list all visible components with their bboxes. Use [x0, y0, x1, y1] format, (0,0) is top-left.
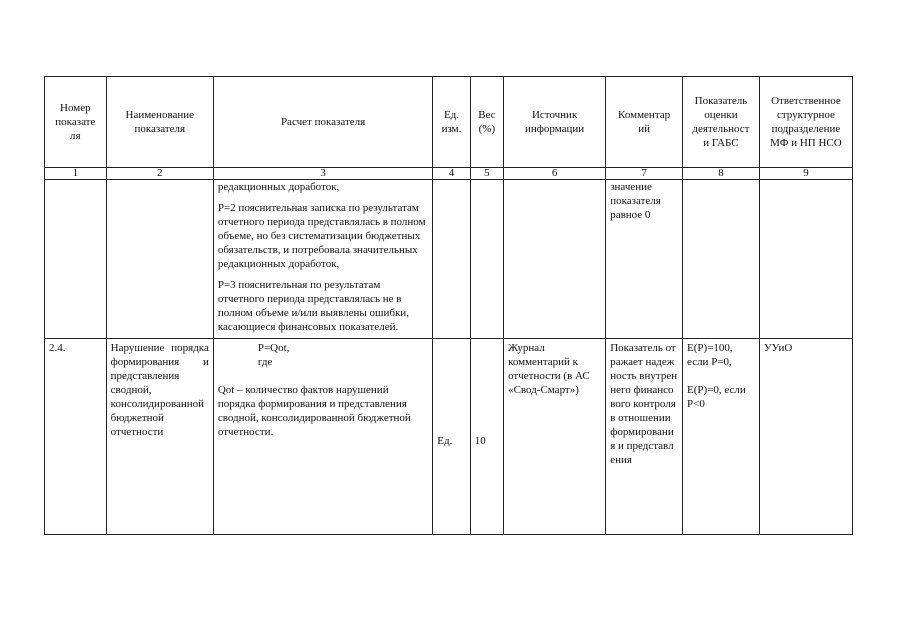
header-cell: Источник информации — [504, 77, 606, 168]
header-row — [45, 77, 853, 168]
table-row — [45, 180, 853, 339]
evaluation-text: E(P)=0, если P<0 — [687, 384, 746, 410]
header-cell: Номер показате ля — [45, 77, 107, 168]
header-cell: Показатель оценки деятельност и ГАБС — [683, 77, 760, 168]
header-cell: Ответственное структурное подразделение МФ и НП НСО — [759, 77, 852, 168]
header-cell: Наименование показателя — [106, 77, 213, 168]
header-cell: Вес (%) — [470, 77, 503, 168]
calc-definition: Qot – количество фактов нарушений порядка формирования и представления сводной, консолидированной бюджетной отчетности. — [217, 384, 411, 438]
weight-cell: 10 — [470, 339, 503, 535]
evaluation-cell — [683, 339, 760, 535]
comment-cell: значение показателя равное 0 — [606, 180, 683, 339]
header-cell: Комментар ий — [606, 77, 683, 168]
header-cell: Расчет показателя — [213, 77, 432, 168]
unit-cell: Ед. — [433, 339, 470, 535]
table-row — [45, 339, 853, 535]
calc-formula: Р=Qot, — [257, 342, 290, 354]
indicator-number: 2.4. — [45, 339, 107, 535]
column-number: 8 — [683, 168, 760, 180]
indicators-table — [44, 76, 853, 535]
column-number: 2 — [106, 168, 213, 180]
evaluation-text: E(P)=100, если P=0, — [687, 342, 733, 368]
column-number: 4 — [433, 168, 470, 180]
calc-text: Р=3 пояснительная по результатам отчетного периода представлялась не в полном объеме и/или выявлены ошибки, касающиеся финансовых показателей. — [217, 279, 409, 333]
calculation-cell — [213, 180, 432, 339]
source-cell: Журнал комментарий к отчетности (в АС «Свод-Смарт») — [504, 339, 606, 535]
column-number: 5 — [470, 168, 503, 180]
column-number: 9 — [759, 168, 852, 180]
column-number: 3 — [213, 168, 432, 180]
column-number-row — [45, 168, 853, 180]
calc-where: где — [257, 356, 273, 368]
calc-text: Р=2 пояснительная записка по результатам отчетного периода представлялась в полном объеме, но без систематизации бюджетных обязательств, и потребовала значительных редакционных доработок, — [217, 202, 426, 270]
column-number: 7 — [606, 168, 683, 180]
column-number: 6 — [504, 168, 606, 180]
column-number: 1 — [45, 168, 107, 180]
header-cell: Ед. изм. — [433, 77, 470, 168]
comment-cell: Показатель отражает надежность внутреннего финансового контроля в отношении формирования и представления — [606, 339, 683, 535]
calc-text: редакционных доработок, — [217, 181, 340, 193]
responsible-cell: УУиО — [759, 339, 852, 535]
calculation-cell — [213, 339, 432, 535]
indicator-name: Нарушение порядка формирования и представления сводной, консолидированной бюджетной отчетности — [106, 339, 213, 535]
